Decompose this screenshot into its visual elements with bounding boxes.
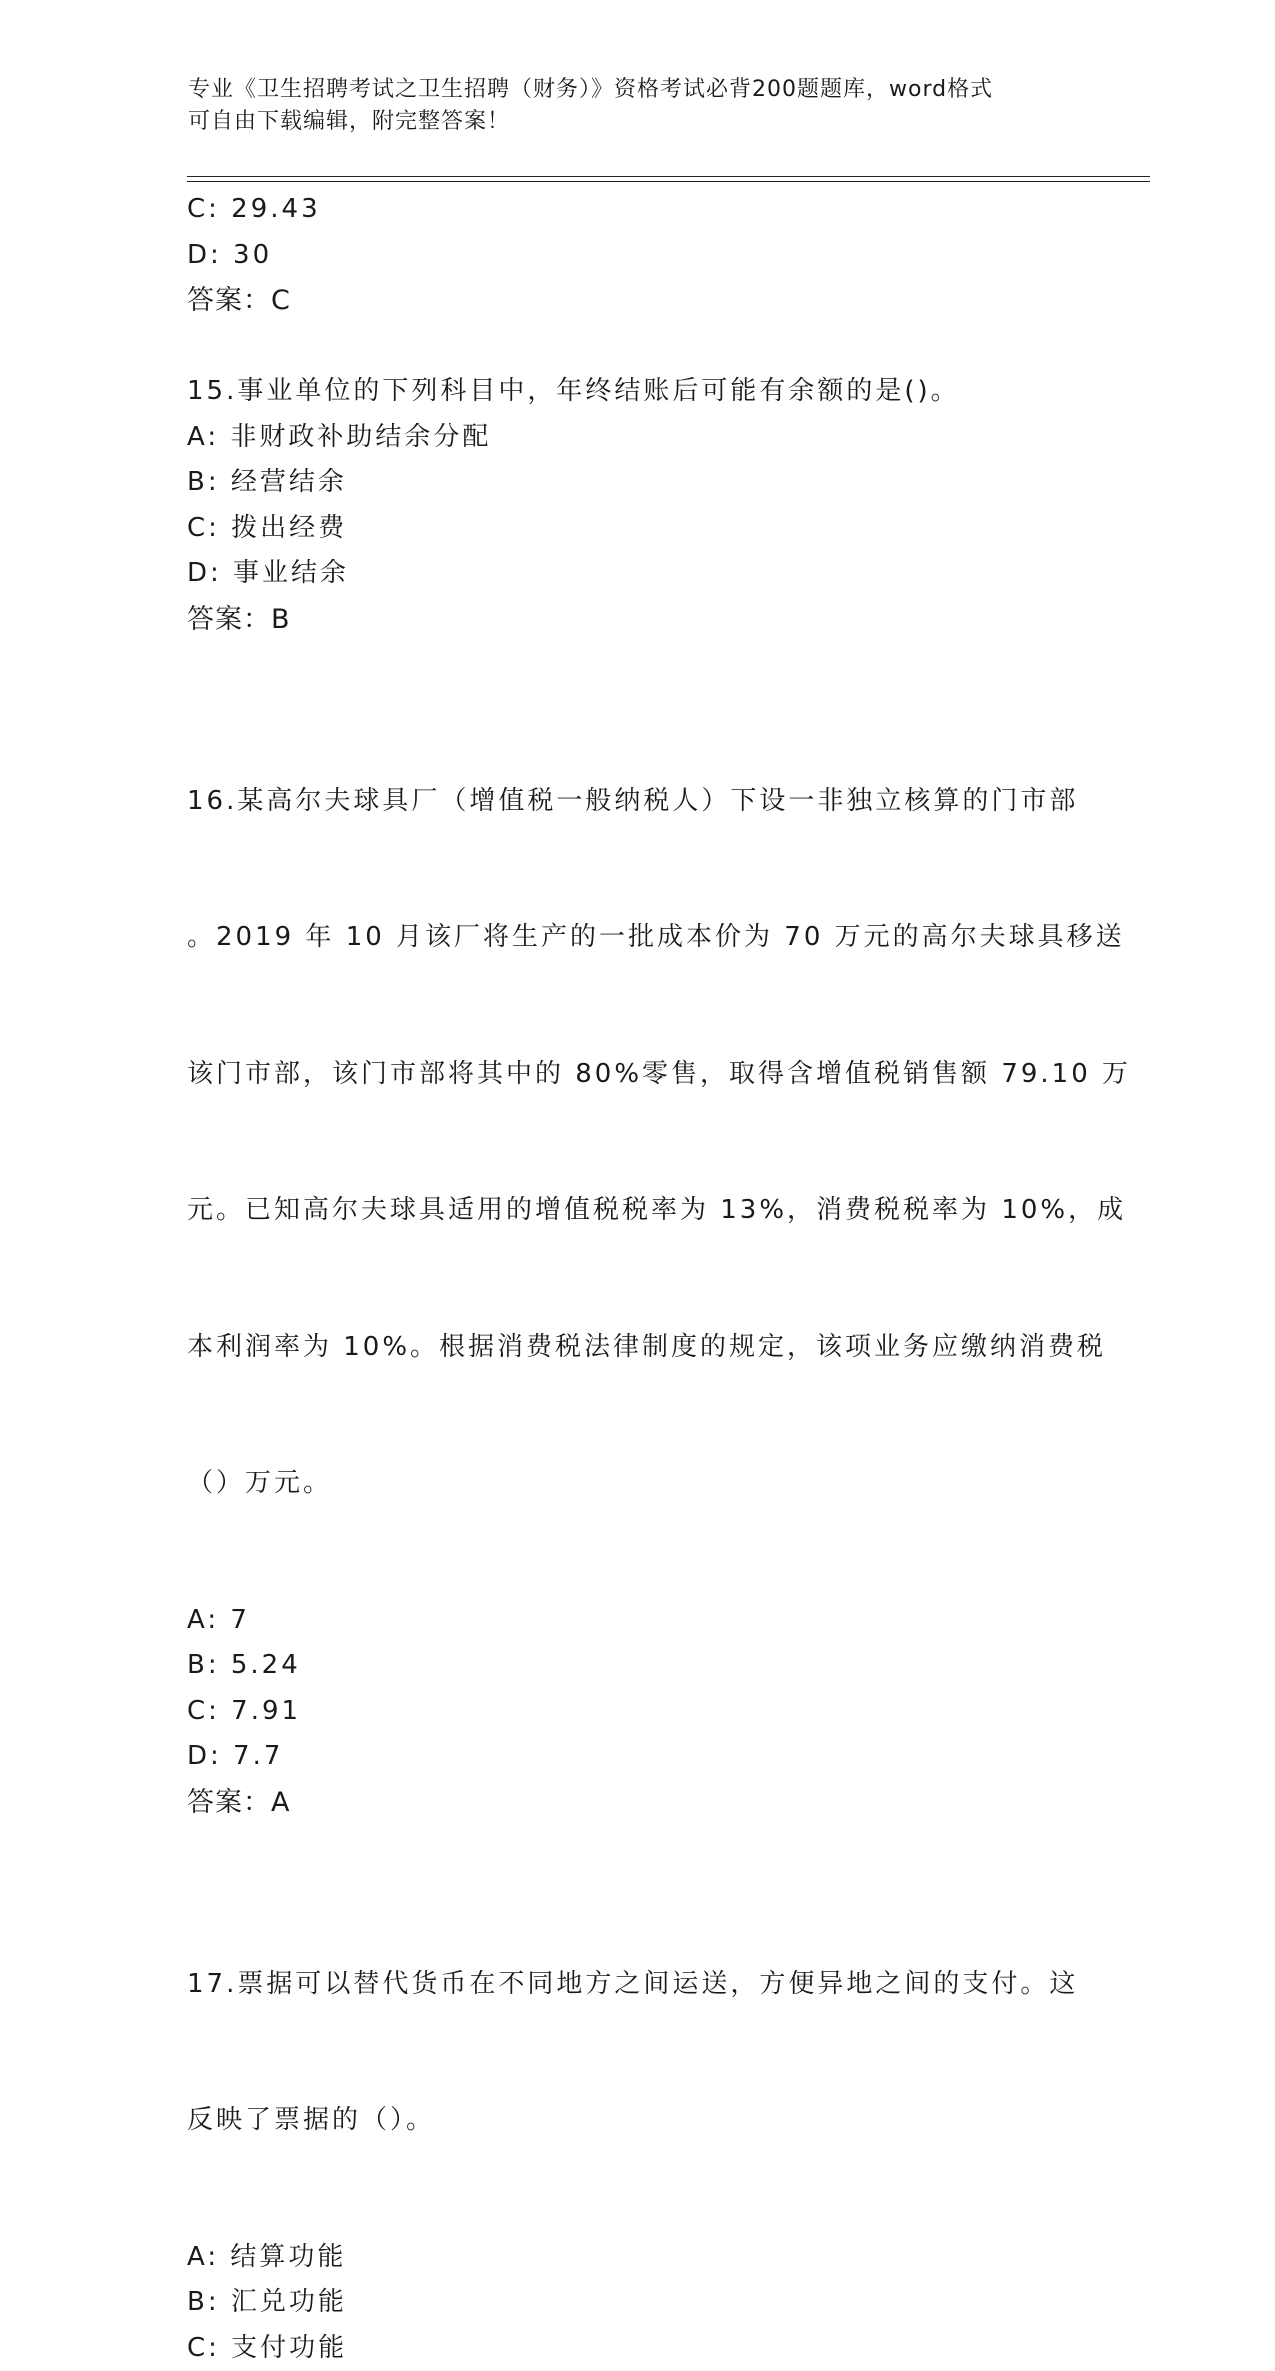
spacer	[187, 324, 1087, 370]
document-header	[188, 74, 1088, 138]
answer-line: 答案：A	[187, 1780, 1087, 1826]
option-a: A: 结算功能	[187, 2235, 1087, 2281]
question-stem	[187, 1871, 1087, 2235]
question-stem	[187, 688, 1087, 1598]
option-d: D: 30	[187, 233, 1087, 279]
question-14-tail	[187, 187, 1087, 324]
question-stem-line: 本利润率为 10%。根据消费税法律制度的规定，该项业务应缴纳消费税	[187, 1325, 1087, 1371]
question-stem-line: 反映了票据的（）。	[187, 2098, 1087, 2144]
option-c: C: 7.91	[187, 1689, 1087, 1735]
option-b: B: 5.24	[187, 1643, 1087, 1689]
answer-line: 答案：B	[187, 597, 1087, 643]
question-16	[187, 688, 1087, 1826]
question-stem-line: 元。已知高尔夫球具适用的增值税税率为 13%，消费税税率为 10%，成	[187, 1188, 1087, 1234]
option-a: A: 非财政补助结余分配	[187, 415, 1087, 461]
question-stem-line: （）万元。	[187, 1461, 1087, 1507]
option-a: A: 7	[187, 1598, 1087, 1644]
header-divider	[187, 176, 1150, 182]
question-stem-line: 该门市部，该门市部将其中的 80%零售，取得含增值税销售额 79.10 万	[187, 1052, 1087, 1098]
option-c: C: 支付功能	[187, 2326, 1087, 2371]
option-d: D: 事业结余	[187, 551, 1087, 597]
question-stem: 15.事业单位的下列科目中，年终结账后可能有余额的是()。	[187, 369, 1087, 415]
spacer	[187, 642, 1087, 688]
header-title-line-2: 可自由下载编辑，附完整答案！	[188, 106, 1088, 138]
option-c: C: 29.43	[187, 187, 1087, 233]
question-stem-line: 17.票据可以替代货币在不同地方之间运送，方便异地之间的支付。这	[187, 1962, 1087, 2008]
question-17	[187, 1871, 1087, 2371]
answer-line: 答案：C	[187, 278, 1087, 324]
question-stem-line: 16.某高尔夫球具厂（增值税一般纳税人）下设一非独立核算的门市部	[187, 779, 1087, 825]
option-b: B: 汇兑功能	[187, 2280, 1087, 2326]
option-d: D: 7.7	[187, 1734, 1087, 1780]
option-c: C: 拨出经费	[187, 506, 1087, 552]
question-15	[187, 369, 1087, 642]
option-b: B: 经营结余	[187, 460, 1087, 506]
document-body	[187, 187, 1087, 2371]
spacer	[187, 1825, 1087, 1871]
header-title-line-1: 专业《卫生招聘考试之卫生招聘（财务）》资格考试必背200题题库，word格式	[188, 74, 1088, 106]
question-stem-line: 。2019 年 10 月该厂将生产的一批成本价为 70 万元的高尔夫球具移送	[187, 915, 1087, 961]
